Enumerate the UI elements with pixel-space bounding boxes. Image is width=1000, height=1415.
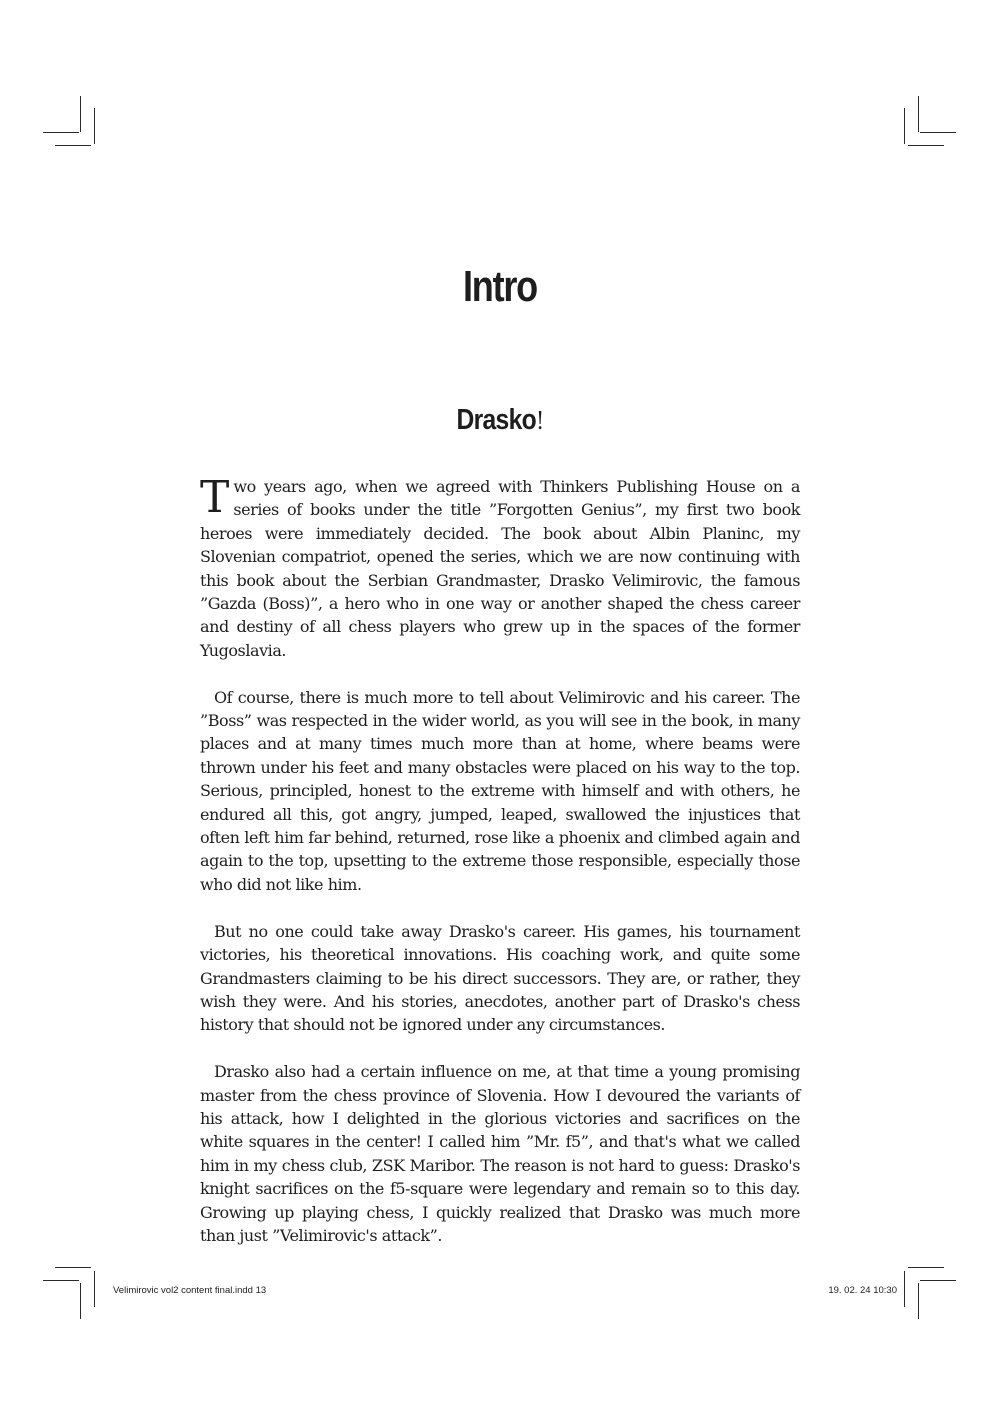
paragraph-1	[200, 472, 800, 662]
paragraph-2: Of course, there is much more to tell about Velimirovic and his career. The ”Boss” was respected in the wider world, as you will see in the book, in many places and at many times much more than at home, where beams were thrown under his feet and many obstacles were placed on his way to the top. Serious, principled, honest to the extreme with himself and with others, he endured all this, got angry, jumped, leaped, swallowed the injustices that often left him far behind, returned, rose like a phoenix and climbed again and again to the top, upsetting to the extreme those responsible, especially those who did not like him.	[200, 687, 800, 894]
crop-mark	[80, 1283, 81, 1319]
crop-mark	[908, 145, 944, 146]
crop-mark	[920, 1280, 956, 1281]
crop-mark	[43, 132, 79, 133]
crop-mark	[94, 1271, 95, 1307]
crop-mark	[918, 1283, 919, 1319]
paragraph-1-text: wo years ago, when we agreed with Thinkers Publishing House on a series of books under the title ”Forgotten Genius”, my first two book heroes were immediately decided. The book about Albin Planinc, my Slovenian compatriot, opened the series, which we are now continuing with this book about the Serbian Grandmaster, Drasko Velimirovic, the famous ”Gazda (Boss)”, a hero who in one way or another shaped the chess career and destiny of all chess players who grew up in the spaces of the former Yugoslavia.	[200, 477, 800, 660]
section-heading-text: Drasko	[456, 404, 536, 436]
crop-mark	[94, 108, 95, 144]
paragraph-3: But no one could take away Drasko's career. His games, his tournament victories, his theoretical innovations. His coaching work, and quite some Grandmasters claiming to be his direct successors. They are, or rather, they wish they were. And his stories, anecdotes, another part of Drasko's chess history that should not be ignored under any circumstances.	[200, 921, 800, 1035]
page-title: Intro	[462, 262, 538, 311]
crop-mark	[55, 145, 91, 146]
file-slug: Velimirovic vol2 content final.indd 13	[113, 1285, 267, 1296]
crop-mark	[904, 1271, 905, 1307]
crop-mark	[43, 1280, 79, 1281]
crop-mark	[80, 96, 81, 132]
crop-mark	[908, 1267, 944, 1268]
section-heading-mark: !	[535, 407, 544, 435]
section-heading	[75, 404, 925, 437]
crop-mark	[918, 96, 919, 132]
crop-mark	[904, 108, 905, 144]
drop-cap: T	[200, 472, 230, 523]
body-text	[200, 472, 800, 1271]
crop-mark	[920, 132, 956, 133]
paragraph-4: Drasko also had a certain influence on me, at that time a young promising master from the chess province of Slovenia. How I devoured the variants of his attack, how I delighted in the glorious victories and sacrifices on the white squares in the center! I called him ”Mr. f5”, and that's what we called him in my chess club, ZSK Maribor. The reason is not hard to guess: Drasko's knight sacrifices on the f5-square were legendary and remain so to this day. Growing up playing chess, I quickly realized that Drasko was much more than just ”Velimirovic's attack”.	[200, 1062, 800, 1245]
date-slug: 19. 02. 24 10:30	[828, 1285, 897, 1296]
crop-mark	[55, 1267, 91, 1268]
